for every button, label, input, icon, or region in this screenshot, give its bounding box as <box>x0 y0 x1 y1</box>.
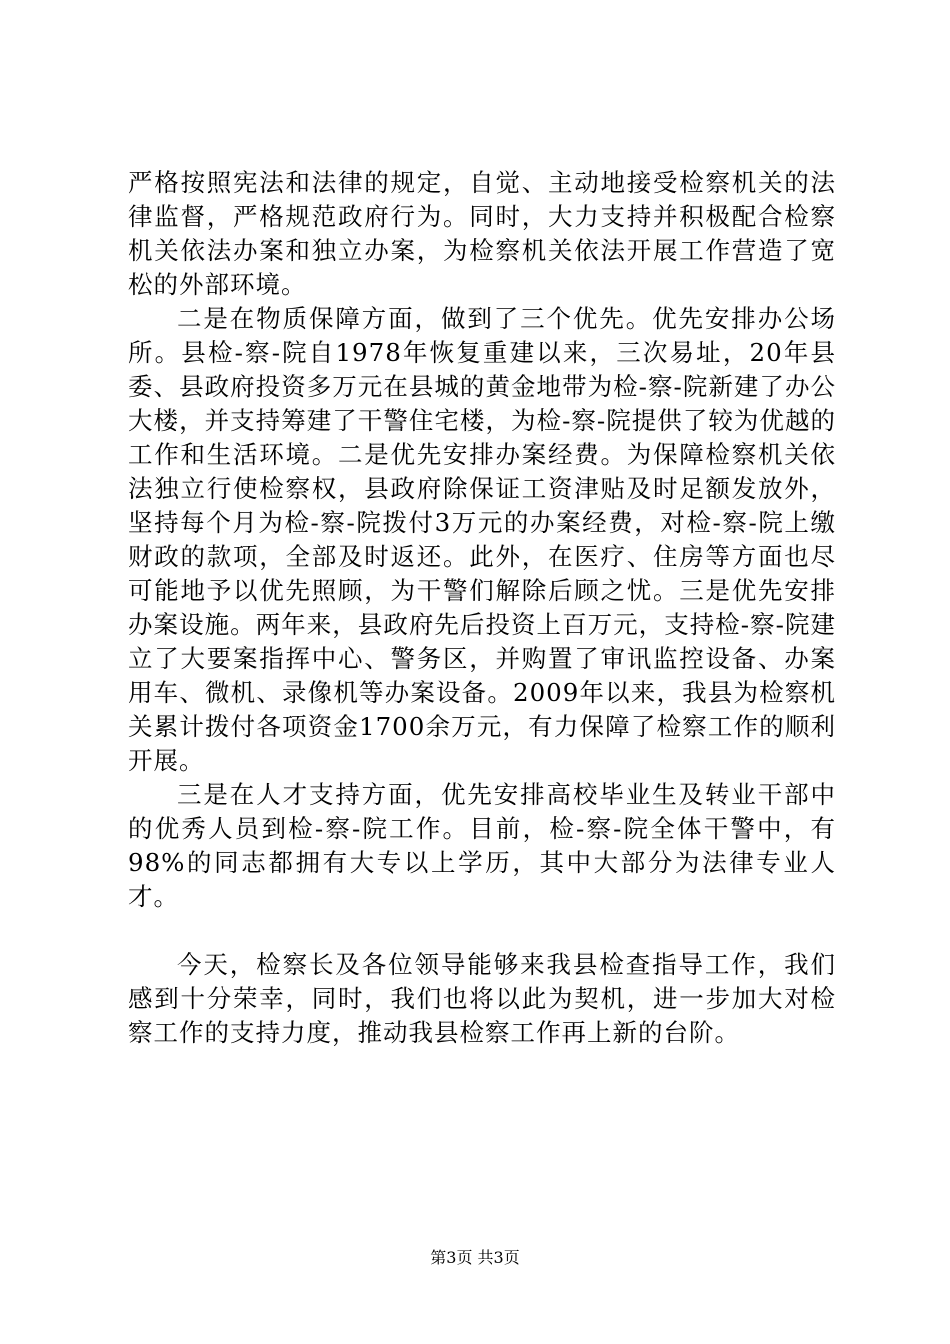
paragraph-material-support: 二是在物质保障方面，做到了三个优先。优先安排办公场所。县检-察-院自1978年恢复重建以来，三次易址，20年县委、县政府投资多万元在县城的黄金地带为检-察-院新建了办公大楼，并支持筹建了干警住宅楼，为检-察-院提供了较为优越的工作和生活环境。二是优先安排办案经费。为保障检察机关依法独立行使检察权，县政府除保证工资津贴及时足额发放外，坚持每个月为检-察-院拨付3万元的办案经费，对检-察-院上缴财政的款项，全部及时返还。此外，在医疗、住房等方面也尽可能地予以优先照顾，为干警们解除后顾之忧。三是优先安排办案设施。两年来，县政府先后投资上百万元，支持检-察-院建立了大要案指挥中心、警务区，并购置了审讯监控设备、办案用车、微机、录像机等办案设备。2009年以来，我县为检察机关累计拨付各项资金1700余万元，有力保障了检察工作的顺利开展。 <box>128 304 836 775</box>
document-body <box>128 166 836 1050</box>
page-number-footer: 第3页 共3页 <box>430 1248 520 1267</box>
paragraph-talent-support: 三是在人才支持方面，优先安排高校毕业生及转业干部中的优秀人员到检-察-院工作。目前，检-察-院全体干警中，有98%的同志都拥有大专以上学历，其中大部分为法律专业人才。 <box>128 780 836 911</box>
paragraph-continued: 严格按照宪法和法律的规定，自觉、主动地接受检察机关的法律监督，严格规范政府行为。同时，大力支持并积极配合检察机关依法办案和独立办案，为检察机关依法开展工作营造了宽松的外部环境。 <box>128 168 836 299</box>
paragraph-closing: 今天，检察长及各位领导能够来我县检查指导工作，我们感到十分荣幸，同时，我们也将以此为契机，进一步加大对检察工作的支持力度，推动我县检察工作再上新的台阶。 <box>128 950 836 1047</box>
paragraph-spacer <box>128 914 836 948</box>
